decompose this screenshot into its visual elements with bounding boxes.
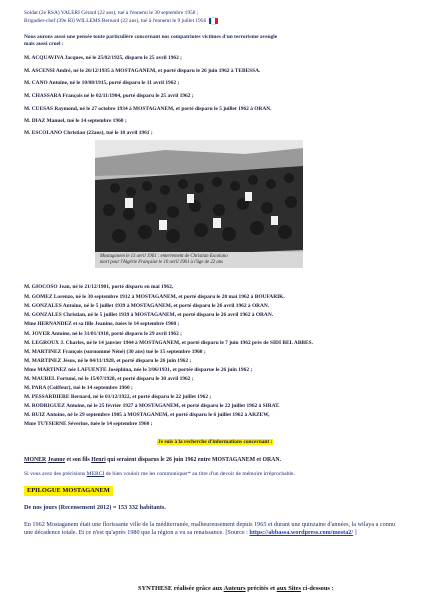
- list-item: Mme MARTINEZ née LAFUENTE Joséphina, née le 3/06/1931, et portée disparue le 26 juin 1962 ;: [24, 367, 253, 373]
- synthese-mid2: précités et: [245, 585, 277, 592]
- synthese-line: [138, 585, 334, 592]
- synthese-auteurs: Auteurs: [223, 585, 246, 592]
- photo-caption-line-2: mort pour l'Algérie Française le 10 avril 1961 à l'âge de 22 ans: [100, 259, 224, 265]
- missing-name-henri: Henri: [91, 457, 106, 463]
- list-item: M. RODRIGUEZ Antoine, né le 25 février 1927 à MOSTAGANEM, et porté disparu le 22 juillet 1962 à SIRAT.: [24, 403, 280, 409]
- french-flag-icon: [209, 18, 218, 24]
- intro-text: Nous aurons aussi une pensée toute particulière concernant nos compatriotes victimes d'un terrorisme aveugle: [24, 34, 278, 40]
- population-line: De nos jours (Recensement 2012) = 153 332 habitants.: [24, 504, 166, 511]
- list-item: M. DIAZ Manuel, tué le 14 septembre 1960 ;: [24, 118, 127, 124]
- epilogue-heading: EPILOGUE MOSTAGANEM: [24, 486, 113, 496]
- photo-caption: [100, 254, 228, 265]
- appeal-line: [24, 471, 295, 478]
- list-item: M. GONZALES Christian, né le 5 juillet 1939 à MOSTAGANEM, et porté disparu le 26 avril 1962 à ORAN.: [24, 312, 274, 318]
- history-end: ]: [353, 529, 357, 537]
- appeal-merci: MERCI: [86, 471, 105, 477]
- list-item: M. ASCENSI André, né le 26/12/1935 à MOSTAGANEM, et porté disparu le 26 juin 1962 à TEBESSA.: [24, 68, 261, 74]
- appeal-post: de bien vouloir me les communiquer* au titre d'un devoir de mémoire irréprochable.: [104, 471, 295, 477]
- list-item: M. ACQUAVIVA Jacques, né le 25/02/1925, disparu le 25 avril 1962 ;: [24, 55, 182, 61]
- list-item: M. MARTINEZ François (surnommé Néné) (30 ans) tué le 15 septembre 1960 ;: [24, 349, 206, 355]
- history-paragraph: [24, 521, 402, 538]
- history-text: En 1962 Mostaganem était une florissante ville de la méditerranée, malheureusement depuis 1965 et durant une quinzaine d'années, la wilaya a connu une décadence totale. Et ce n'est qu'après 1980 que la région a vu sa renaissance. [Source :: [24, 521, 396, 537]
- list-item: M. LEGROUX J. Charles, né le 14 janvier 1944 à MOSTAGANEM, et porté disparu le 7 juin 1962 près de SIDI BEL ABBES.: [24, 340, 313, 346]
- list-item: M. JOVER Antoine, né le 31/01/1918, porté disparu le 29 avril 1962 ;: [24, 331, 182, 337]
- header-line-2: [24, 18, 218, 25]
- appeal-pre: Si vous avez des précisions: [24, 471, 87, 477]
- list-item: M. RUIZ Antoine, né le 29 septembre 1905 à MOSTAGANEM, et porté disparu le 6 juillet 1962 à ARZEW,: [24, 412, 270, 418]
- funeral-photo: [95, 140, 303, 268]
- list-item: M. PARA (Coiffeur), tué le 14 septembre 1960 ;: [24, 385, 133, 391]
- list-item: M. ESCOLANO Christian (22ans), tué le 10 avril 1961 ;: [24, 130, 153, 136]
- research-line-mid: et son fils: [65, 457, 92, 463]
- synthese-prefix: SYNTHESE: [138, 585, 173, 592]
- intro-text-2: mais aussi cruel :: [24, 41, 64, 47]
- header-line-2-text: Brigadier-chef (39e RI) WILLEMS Bernard (22 ans), tué à l'ennemi le 9 juillet 1956: [24, 18, 207, 25]
- research-line: [24, 457, 281, 464]
- list-item: M. MARTINEZ Jésus, né le 04/11/1928, et porté disparu le 26 juin 1962 ;: [24, 358, 192, 364]
- synthese-sites: aux Sites: [276, 585, 301, 592]
- list-item: M. PESSARDIERE Bernard, né le 01/12/1922, et porté disparu le 22 juillet 1962 ;: [24, 394, 212, 400]
- missing-name-jeanne: Jeanne: [47, 457, 66, 463]
- synthese-end: ci-dessous :: [300, 585, 334, 592]
- synthese-mid: réalisée grâce aux: [172, 585, 224, 592]
- source-link[interactable]: https://abbassa.wordpress.com/mosta2/: [249, 529, 354, 537]
- list-item: M. CANO Antoine, né le 10/08/1915, porté disparu le 11 avril 1962 ;: [24, 80, 180, 86]
- photo-caption-line-1: Mostaganem le 13 avril 1961 : enterrement de Christian Escolano: [100, 254, 228, 259]
- research-banner: [157, 439, 273, 446]
- list-item: Mme TUYSERNE Séverine, tuée le 14 septembre 1960 ;: [24, 421, 153, 427]
- list-item: M. GIOCOSO Jean, né le 21/12/1901, porté disparu en mai 1962,: [24, 284, 174, 290]
- header-line-1: Soldat (2e RSA) VALERI Gérard (22 ans), tué à l'ennemi le 30 septembre 1958 ;: [24, 10, 199, 16]
- list-item: M. MAUREL Fortuné, né le 15/07/1928, et porté disparu le 30 avril 1962 ;: [24, 376, 194, 382]
- list-item: M. CUESAS Raymond, né le 27 octobre 1934 à MOSTAGANEM, et porté disparu le 5 juillet 1962 à ORAN.: [24, 106, 272, 112]
- research-banner-text: Je suis à la recherche d'informations concernant :: [158, 439, 273, 445]
- research-line-rest: qui seraient disparus le 26 juin 1962 entre MOSTAGANEM et ORAN.: [105, 457, 281, 463]
- list-item: M. CHASSARA François né le 02/11/1904, porté disparu le 25 avril 1962 ;: [24, 93, 194, 99]
- funeral-photo-image: [95, 140, 303, 268]
- missing-name-moner: MONER: [24, 457, 47, 463]
- list-item: Mme HERNANDEZ et sa fille Jeanine, tuées le 14 septembre 1960 ;: [24, 321, 180, 327]
- list-item: M. GONZALES Antoine, né le 5 juillet 1939 à MOSTAGANEM, et porté disparu le 26 avril 1962 à ORAN.: [24, 303, 270, 309]
- list-item: M. GOMEZ Lorenzo, né le 30 septembre 1912 à MOSTAGANEM, et porté disparu le 20 mai 1962 à BOUFARIK.: [24, 294, 285, 300]
